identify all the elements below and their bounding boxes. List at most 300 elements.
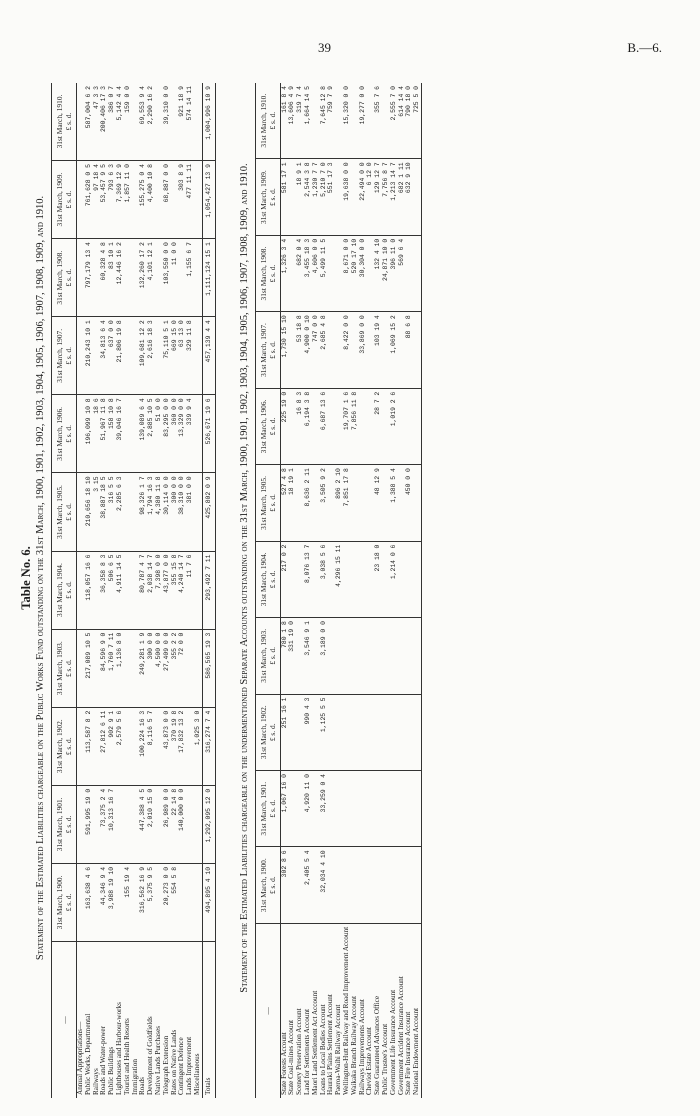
- column-units: £ s. d.: [64, 112, 73, 131]
- column-header: [255, 312, 280, 388]
- column-header: [255, 847, 280, 923]
- table-cell: 7,369 12 9: [116, 161, 124, 239]
- table-cell: [366, 771, 374, 847]
- table-cell: [194, 317, 202, 395]
- table-cell: 2,010 15 0: [147, 785, 155, 863]
- table-cell: [77, 551, 85, 629]
- table-cell: 682 1 11: [398, 159, 406, 235]
- row-label: Telegraph Extension: [161, 1035, 170, 1095]
- table-cell: 3,505 9 2: [320, 465, 328, 541]
- table-cell: [155, 863, 163, 941]
- table-cell: 12,446 16 2: [116, 239, 124, 317]
- table-cell: [288, 312, 296, 388]
- table-cell: 591,995 19 0: [85, 785, 93, 863]
- table-cell: 158 10 8: [108, 395, 116, 473]
- column-header: [255, 541, 280, 617]
- table-cell: [359, 388, 367, 464]
- column-header: [255, 465, 280, 541]
- table-cell: [296, 618, 304, 694]
- table-row: [296, 83, 304, 1098]
- row-label: Contingent Defence: [177, 1037, 186, 1095]
- table-cell: [366, 694, 374, 770]
- table-cell: [288, 694, 296, 770]
- table-cell: [390, 847, 398, 923]
- table-cell: 1,025 3 0: [194, 707, 202, 785]
- column-header: [255, 159, 280, 235]
- table-cell: [116, 785, 124, 863]
- table-cell: 225 19 0: [280, 388, 288, 464]
- table-cell: [132, 551, 140, 629]
- table-cell: [405, 771, 413, 847]
- table-cell: [343, 541, 351, 617]
- table-cell: 4,500 0 0: [155, 629, 163, 707]
- row-label: Scenery Preservation Account: [295, 1008, 304, 1095]
- table-cell: [359, 847, 367, 923]
- table-cell: [382, 771, 390, 847]
- table-cell: 26,989 0 0: [163, 785, 171, 863]
- table-cell: [288, 847, 296, 923]
- table-cell: 4,920 11 0: [304, 771, 312, 847]
- table-cell: [77, 239, 85, 317]
- column-date: 31st March, 1903.: [55, 641, 64, 696]
- table-cell: [186, 785, 194, 863]
- table-cell: [93, 707, 101, 785]
- table-cell: [335, 847, 343, 923]
- column-date: 31st March, 1902.: [258, 705, 268, 760]
- column-units: £ s. d.: [267, 494, 277, 512]
- table-cell: 554 5 8: [171, 863, 179, 941]
- row-label: Immigration: [130, 1059, 139, 1095]
- table-cell: [359, 771, 367, 847]
- table-cell: [77, 785, 85, 863]
- table-cell: [413, 388, 421, 464]
- table-cell: [405, 235, 413, 311]
- table-cell: 69,553 9 4: [139, 83, 147, 161]
- table-cell: 75,110 5 1: [163, 317, 171, 395]
- table-cell: [366, 541, 374, 617]
- table-cell: [186, 629, 194, 707]
- table-cell: [132, 473, 140, 551]
- table-cell: [132, 317, 140, 395]
- table-cell: 1,069 15 2: [390, 312, 398, 388]
- table-cell: [398, 847, 406, 923]
- table-cell: [77, 161, 85, 239]
- table-cell: 249,281 1 9: [139, 629, 147, 707]
- table1-title: Statement of the Estimated Liabilities chargeable on the Public Works Fund outstanding on the 31st March, 1900, 1901, 1902, 1903, 1904, 1905, 1906, 1907, 1908, 1909, and 1910.: [35, 195, 46, 961]
- table-cell: 161 8 4: [280, 83, 288, 159]
- column-units: £ s. d.: [267, 646, 277, 665]
- table-row: [320, 83, 328, 1098]
- table-cell: 450 0 0: [405, 465, 413, 541]
- table-cell: [155, 239, 163, 317]
- table-cell: 2,579 5 6: [116, 707, 124, 785]
- table-cell: 36,358 8 3: [100, 551, 108, 629]
- table-cell: [288, 388, 296, 464]
- table-cell: 132,260 17 2: [139, 239, 147, 317]
- table-cell: 3,038 5 6: [320, 541, 328, 617]
- row-label: Railways Improvements Account: [357, 999, 366, 1095]
- table-cell: 300 0 0: [171, 473, 179, 551]
- table-cell: 103,550 0 0: [163, 239, 171, 317]
- total-cell: 586,565 19 3: [202, 629, 215, 707]
- column-date: 31st March, 1900.: [55, 875, 64, 930]
- table-cell: [343, 618, 351, 694]
- table-cell: [132, 161, 140, 239]
- table-cell: [413, 694, 421, 770]
- table-cell: [374, 847, 382, 923]
- table-cell: 32,034 4 10: [320, 847, 328, 923]
- table-row: [280, 83, 288, 1098]
- table-cell: 43,873 0 0: [163, 707, 171, 785]
- table-cell: 200,406 17 3: [100, 83, 108, 161]
- table-cell: [413, 618, 421, 694]
- row-label: Public Buildings: [107, 1046, 116, 1095]
- column-header: [52, 785, 77, 863]
- table-cell: 48 12 9: [374, 465, 382, 541]
- table-cell: [343, 694, 351, 770]
- table-cell: 98,326 1 7: [139, 473, 147, 551]
- table-cell: [405, 618, 413, 694]
- table-cell: [178, 239, 186, 317]
- table-cell: 17,832 13 2: [178, 707, 186, 785]
- table-cell: 2,285 6 3: [116, 473, 124, 551]
- table-cell: [405, 847, 413, 923]
- column-units: £ s. d.: [64, 503, 73, 521]
- table-cell: [93, 863, 101, 941]
- total-cell: 457,139 4 4: [202, 317, 215, 395]
- table-cell: [171, 83, 179, 161]
- table-row: [194, 83, 202, 1098]
- table-cell: [132, 395, 140, 473]
- table-cell: [155, 317, 163, 395]
- section-heading: Annual Appropriations—: [76, 1021, 84, 1095]
- table-cell: 682 0 4: [296, 235, 304, 311]
- table-cell: 921 18 9: [178, 83, 186, 161]
- table-cell: 797,179 13 4: [85, 239, 93, 317]
- column-date: 31st March, 1906.: [258, 399, 268, 454]
- table-cell: 11 0 0: [171, 239, 179, 317]
- table-cell: [186, 863, 194, 941]
- table-cell: [351, 312, 359, 388]
- column-units: £ s. d.: [64, 268, 73, 287]
- table-cell: [194, 473, 202, 551]
- table-cell: [366, 618, 374, 694]
- table-cell: [288, 235, 296, 311]
- table-cell: 251 16 1: [280, 694, 288, 770]
- table-row: [327, 83, 335, 1098]
- table-cell: 669 15 0: [171, 317, 179, 395]
- table-cell: 155 19 4: [124, 863, 132, 941]
- table-cell: 520 17 10: [351, 235, 359, 311]
- table-cell: 21,806 19 8: [116, 317, 124, 395]
- table-cell: [413, 159, 421, 235]
- table-cell: [124, 551, 132, 629]
- column-units: £ s. d.: [267, 799, 277, 818]
- table-cell: [296, 694, 304, 770]
- table-row: [359, 83, 367, 1098]
- table-cell: 2,038 14 7: [147, 551, 155, 629]
- row-label: Government Accident Insurance Account: [396, 976, 405, 1095]
- table-cell: 569 6 4: [398, 235, 406, 311]
- table-cell: 11 7 6: [186, 551, 194, 629]
- table-cell: [327, 388, 335, 464]
- table-cell: 19,707 1 6: [343, 388, 351, 464]
- table-cell: 83 10 1: [108, 239, 116, 317]
- table-cell: 44,346 9 4: [100, 863, 108, 941]
- table-cell: [382, 847, 390, 923]
- table-cell: 4,400 10 8: [147, 161, 155, 239]
- table-cell: [155, 707, 163, 785]
- table-cell: [374, 694, 382, 770]
- table-cell: [413, 771, 421, 847]
- table-cell: 329 11 8: [186, 317, 194, 395]
- table-cell: [335, 618, 343, 694]
- table-row: [178, 83, 186, 1098]
- page-reference: B.—6.: [627, 40, 662, 55]
- table-cell: [382, 83, 390, 159]
- table-row: [382, 83, 390, 1098]
- table-row: [366, 83, 374, 1098]
- table-cell: 196,099 10 8: [85, 395, 93, 473]
- row-label: Public Works, Departmental: [83, 1013, 92, 1095]
- table-row: [132, 83, 140, 1098]
- table-cell: 47 3 3: [93, 83, 101, 161]
- table-cell: [335, 388, 343, 464]
- table-cell: [390, 618, 398, 694]
- label-column-header: —: [52, 942, 77, 1099]
- table-cell: 355 7 6: [374, 83, 382, 159]
- table-cell: [312, 847, 320, 923]
- table-cell: 637 0 0: [108, 317, 116, 395]
- table-cell: [194, 551, 202, 629]
- column-date: 31st March, 1910.: [258, 93, 268, 148]
- table-cell: [405, 388, 413, 464]
- column-header: [52, 239, 77, 317]
- table-cell: [374, 771, 382, 847]
- table-cell: [351, 159, 359, 235]
- table-cell: [351, 694, 359, 770]
- table-cell: [382, 465, 390, 541]
- table-cell: [296, 541, 304, 617]
- table-cell: [327, 235, 335, 311]
- table-cell: [398, 312, 406, 388]
- table-cell: [413, 235, 421, 311]
- table-cell: [296, 771, 304, 847]
- column-header: [52, 629, 77, 707]
- total-cell: 1,111,124 15 1: [202, 239, 215, 317]
- column-header: [52, 317, 77, 395]
- table-cell: 551 17 3: [327, 159, 335, 235]
- table-row: [163, 83, 171, 1098]
- table-cell: 1,125 5 5: [320, 694, 328, 770]
- table-cell: 84,596 9 0: [100, 629, 108, 707]
- table-cell: [413, 847, 421, 923]
- table-cell: 7,856 11 8: [351, 388, 359, 464]
- table-cell: [382, 694, 390, 770]
- table-cell: 780 1 8: [280, 618, 288, 694]
- table-cell: 1,067 16 0: [280, 771, 288, 847]
- table-cell: 2,616 18 3: [147, 317, 155, 395]
- table-cell: [335, 83, 343, 159]
- table-cell: 331 19 0: [288, 618, 296, 694]
- page-number: 39: [318, 40, 331, 55]
- table-cell: [327, 541, 335, 617]
- table-cell: [312, 618, 320, 694]
- table-cell: 19,638 0 0: [343, 159, 351, 235]
- table-row: [413, 83, 421, 1098]
- table-cell: 5,375 9 5: [147, 863, 155, 941]
- table-cell: [335, 235, 343, 311]
- table-cell: 1,730 15 10: [280, 312, 288, 388]
- row-label: Maori Land Settlement Act Account: [310, 990, 319, 1095]
- table-cell: [77, 317, 85, 395]
- table-cell: [413, 541, 421, 617]
- table-cell: 4,900 0 10: [304, 312, 312, 388]
- table-cell: [124, 395, 132, 473]
- table-row: [155, 83, 163, 1098]
- table-cell: 4,296 15 11: [335, 541, 343, 617]
- table-row: [351, 83, 359, 1098]
- table-cell: [194, 161, 202, 239]
- row-label: Cheviot Estate Account: [365, 1027, 374, 1095]
- table-cell: 63 13 0: [178, 317, 186, 395]
- row-label: Rates on Native Lands: [169, 1029, 178, 1095]
- table-cell: [77, 629, 85, 707]
- table-cell: 902 9 1: [108, 707, 116, 785]
- table-cell: 1,230 7 7: [312, 159, 320, 235]
- table-cell: [366, 83, 374, 159]
- table-cell: 38,310 0 0: [178, 473, 186, 551]
- table-cell: 210,656 18 10: [85, 473, 93, 551]
- row-label: Waikaka Branch Railway Account: [349, 995, 358, 1095]
- table-cell: [343, 847, 351, 923]
- table-cell: 2,544 3 8: [304, 159, 312, 235]
- column-header: [255, 771, 280, 847]
- row-label: Public Trustee's Account: [380, 1023, 389, 1095]
- table-cell: 4,380 11 8: [155, 473, 163, 551]
- table-row: [288, 83, 296, 1098]
- table-cell: [124, 473, 132, 551]
- total-cell: 425,802 0 9: [202, 473, 215, 551]
- table-cell: [327, 847, 335, 923]
- column-date: 31st March, 1909.: [258, 170, 268, 224]
- table-cell: 5,499 11 5: [320, 235, 328, 311]
- table-cell: 2,885 10 5: [147, 395, 155, 473]
- table-cell: 587,004 6 2: [85, 83, 93, 161]
- row-label: Lands Improvement: [185, 1036, 194, 1095]
- table-cell: [351, 541, 359, 617]
- table-cell: [124, 707, 132, 785]
- table-cell: 303 8 9: [178, 161, 186, 239]
- table-cell: 1,019 2 6: [390, 388, 398, 464]
- table-cell: [398, 771, 406, 847]
- table-cell: 386 0 7: [108, 83, 116, 161]
- table-cell: [312, 541, 320, 617]
- table-row: [147, 83, 155, 1098]
- table-cell: 18 6: [93, 395, 101, 473]
- column-units: £ s. d.: [64, 581, 73, 599]
- table-cell: 97 18 4: [93, 161, 101, 239]
- table-cell: [382, 618, 390, 694]
- table-cell: [296, 847, 304, 923]
- row-label: Lighthouses and Harbour-works: [114, 1002, 123, 1095]
- table-cell: 4,240 14 7: [178, 551, 186, 629]
- table-cell: 7,756 8 7: [382, 159, 390, 235]
- table-cell: [77, 395, 85, 473]
- table-cell: 39,310 0 0: [163, 83, 171, 161]
- table-cell: [124, 785, 132, 863]
- table-cell: 8,636 2 11: [304, 465, 312, 541]
- table-cell: 990 4 3: [304, 694, 312, 770]
- column-units: £ s. d.: [64, 425, 73, 443]
- table-cell: [351, 465, 359, 541]
- table-row: [374, 83, 382, 1098]
- table-row: [93, 83, 101, 1098]
- column-units: £ s. d.: [64, 893, 73, 912]
- table-cell: 725 5 0: [413, 83, 421, 159]
- table-cell: 6,687 13 6: [320, 388, 328, 464]
- table-cell: 30,304 0 0: [359, 235, 367, 311]
- row-label: Tourist and Health Resorts: [122, 1018, 131, 1095]
- column-units: £ s. d.: [64, 190, 73, 209]
- column-units: £ s. d.: [267, 570, 277, 589]
- table-cell: 5,142 4 4: [116, 83, 124, 161]
- row-label: State Fire Insurance Account: [404, 1011, 413, 1095]
- column-date: 31st March, 1910.: [55, 94, 64, 149]
- table-cell: 319 7 4: [296, 83, 304, 159]
- row-label: Land for Settlements Account: [302, 1008, 311, 1095]
- table-cell: 15,320 0 0: [343, 83, 351, 159]
- table-cell: [194, 863, 202, 941]
- table-cell: [132, 785, 140, 863]
- table-cell: 80,787 4 7: [139, 551, 147, 629]
- table-cell: [366, 312, 374, 388]
- table-cell: [124, 317, 132, 395]
- table-cell: 217,089 10 5: [85, 629, 93, 707]
- row-label: State Guaranteed Advances Office: [373, 995, 382, 1095]
- table-cell: [77, 473, 85, 551]
- table-row: [405, 83, 413, 1098]
- table-cell: [366, 847, 374, 923]
- row-label: Native Lands Purchases: [153, 1025, 162, 1095]
- table-cell: [382, 312, 390, 388]
- column-units: £ s. d.: [267, 876, 277, 895]
- table-cell: 4,911 14 5: [116, 551, 124, 629]
- table-cell: [93, 551, 101, 629]
- table-cell: [351, 771, 359, 847]
- column-header: [52, 395, 77, 473]
- table-cell: 2,290 16 2: [147, 83, 155, 161]
- table-cell: 129 12 7: [374, 159, 382, 235]
- total-cell: 1,004,996 10 9: [202, 83, 215, 161]
- column-units: £ s. d.: [267, 188, 277, 206]
- table-cell: 3,189 0 0: [320, 618, 328, 694]
- table-cell: 5,210 7 0: [320, 159, 328, 235]
- table-cell: 51,967 11 8: [100, 395, 108, 473]
- table-cell: 83,295 0 0: [163, 395, 171, 473]
- column-date: 31st March, 1903.: [258, 628, 268, 683]
- table-cell: 381 0 0: [186, 473, 194, 551]
- table-cell: 33,259 0 4: [320, 771, 328, 847]
- table-row: [124, 83, 132, 1098]
- table-cell: [398, 618, 406, 694]
- table-cell: 1,326 3 4: [280, 235, 288, 311]
- table-row: [139, 83, 147, 1098]
- column-units: £ s. d.: [64, 659, 73, 678]
- table-cell: 103 19 4: [374, 312, 382, 388]
- table-cell: 43,877 0 0: [163, 551, 171, 629]
- table-cell: [335, 312, 343, 388]
